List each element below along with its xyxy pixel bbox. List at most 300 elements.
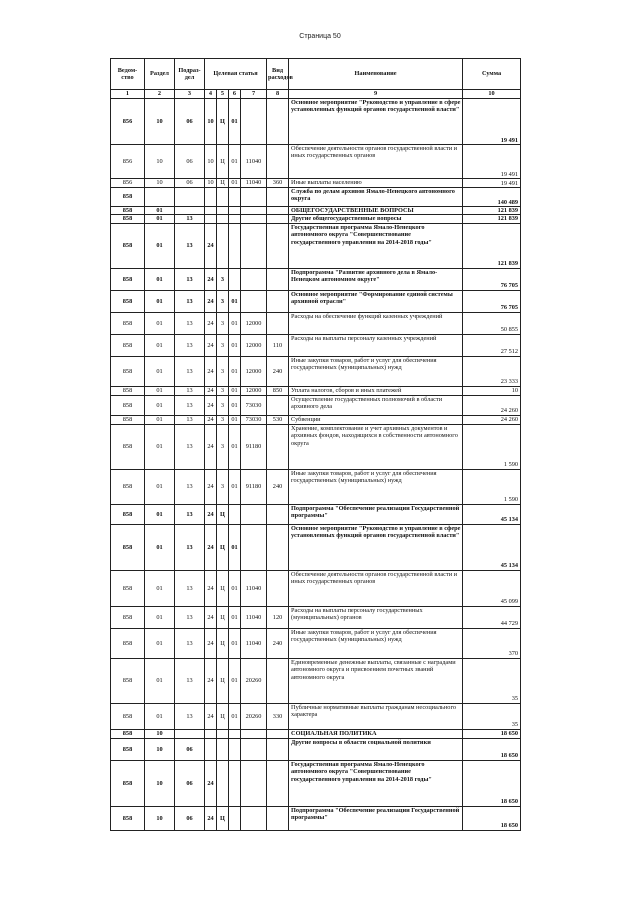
header-name: Наименование [289, 59, 463, 90]
sum-cell: 19 491 [463, 145, 521, 179]
table-row [111, 729, 521, 738]
target-3-cell: 01 [229, 415, 241, 424]
name-cell: Подпрограмма "Развитие архивного дела в Ямало-Ненецком автономном округе" [289, 268, 463, 290]
target-1-cell: 24 [205, 386, 217, 395]
target-3-cell: 01 [229, 99, 241, 145]
ved-cell: 858 [111, 729, 145, 738]
target-1-cell: 24 [205, 760, 217, 806]
target-3-cell: 01 [229, 334, 241, 356]
sum-cell: 18 650 [463, 806, 521, 830]
sum-cell: 18 650 [463, 760, 521, 806]
podrazdel-cell: 13 [175, 386, 205, 395]
name-cell: Основное мероприятие "Формирование единой системы архивной отрасли" [289, 290, 463, 312]
ved-cell: 858 [111, 570, 145, 606]
target-3-cell: 01 [229, 658, 241, 703]
budget-table [110, 58, 521, 831]
target-3-cell: 01 [229, 703, 241, 729]
target-2-cell [217, 223, 229, 268]
ved-cell: 858 [111, 606, 145, 628]
podrazdel-cell: 13 [175, 504, 205, 524]
sum-cell: 44 729 [463, 606, 521, 628]
index-cell: 9 [289, 90, 463, 99]
table-row [111, 179, 521, 188]
target-1-cell: 24 [205, 606, 217, 628]
header-row [111, 59, 521, 90]
name-cell: Иные выплаты населению [289, 179, 463, 188]
razdel-cell: 01 [145, 223, 175, 268]
target-4-cell [241, 729, 267, 738]
sum-cell: 1 590 [463, 469, 521, 504]
ved-cell: 858 [111, 334, 145, 356]
podrazdel-cell: 13 [175, 524, 205, 570]
ved-cell: 858 [111, 738, 145, 760]
header-razdel: Раздел [145, 59, 175, 90]
sum-cell: 140 489 [463, 188, 521, 207]
target-4-cell: 11040 [241, 145, 267, 179]
table-row [111, 99, 521, 145]
podrazdel-cell: 13 [175, 628, 205, 658]
name-cell: СОЦИАЛЬНАЯ ПОЛИТИКА [289, 729, 463, 738]
name-cell: Расходы на выплаты персоналу казенных учреждений [289, 334, 463, 356]
target-4-cell: 11040 [241, 570, 267, 606]
podrazdel-cell: 13 [175, 290, 205, 312]
target-4-cell [241, 223, 267, 268]
name-cell: Единовременные денежные выплаты, связанные с наградами автономного округа и присвоением почетных званий автономного округа [289, 658, 463, 703]
target-1-cell: 10 [205, 179, 217, 188]
target-2-cell: 3 [217, 356, 229, 386]
table-row [111, 312, 521, 334]
target-3-cell: 01 [229, 179, 241, 188]
sum-cell: 19 491 [463, 99, 521, 145]
ved-cell: 856 [111, 99, 145, 145]
podrazdel-cell: 06 [175, 806, 205, 830]
table-row [111, 215, 521, 223]
target-3-cell [229, 223, 241, 268]
podrazdel-cell: 06 [175, 738, 205, 760]
sum-cell: 45 134 [463, 524, 521, 570]
razdel-cell: 01 [145, 334, 175, 356]
index-cell: 3 [175, 90, 205, 99]
vid-cell [267, 806, 289, 830]
name-cell: Иные закупки товаров, работ и услуг для обеспечения государственных (муниципальных) нужд [289, 356, 463, 386]
ved-cell: 858 [111, 424, 145, 469]
name-cell: Государственная программа Ямало-Ненецкого автономного округа "Совершенствование государственного управления на 2014-2018 годы" [289, 223, 463, 268]
target-1-cell: 24 [205, 424, 217, 469]
name-cell: Обеспечение деятельности органов государственной власти и иных государственных органов [289, 145, 463, 179]
podrazdel-cell: 13 [175, 570, 205, 606]
target-3-cell: 01 [229, 290, 241, 312]
target-4-cell: 12000 [241, 386, 267, 395]
razdel-cell: 01 [145, 658, 175, 703]
name-cell: Расходы на обеспечение функций казенных учреждений [289, 312, 463, 334]
table-body [111, 99, 521, 831]
target-4-cell: 11040 [241, 606, 267, 628]
target-1-cell [205, 215, 217, 223]
sum-cell: 27 512 [463, 334, 521, 356]
name-cell: Обеспечение деятельности органов государственной власти и иных государственных органов [289, 570, 463, 606]
target-1-cell [205, 738, 217, 760]
target-2-cell: 3 [217, 415, 229, 424]
vid-cell [267, 760, 289, 806]
target-1-cell: 24 [205, 703, 217, 729]
target-1-cell [205, 729, 217, 738]
target-2-cell [217, 760, 229, 806]
vid-cell [267, 395, 289, 415]
index-row [111, 90, 521, 99]
vid-cell [267, 223, 289, 268]
table-row [111, 628, 521, 658]
razdel-cell: 10 [145, 99, 175, 145]
vid-cell [267, 145, 289, 179]
vid-cell [267, 524, 289, 570]
target-2-cell: Ц [217, 806, 229, 830]
podrazdel-cell [175, 188, 205, 207]
target-3-cell [229, 268, 241, 290]
vid-cell [267, 658, 289, 703]
vid-cell: 360 [267, 179, 289, 188]
target-4-cell: 11040 [241, 179, 267, 188]
table-row [111, 469, 521, 504]
target-2-cell: Ц [217, 570, 229, 606]
target-3-cell [229, 738, 241, 760]
target-3-cell [229, 207, 241, 215]
target-2-cell: Ц [217, 628, 229, 658]
target-3-cell [229, 188, 241, 207]
vid-cell [267, 738, 289, 760]
table-row [111, 524, 521, 570]
name-cell: Служба по делам архивов Ямало-Ненецкого автономного округа [289, 188, 463, 207]
sum-cell: 19 491 [463, 179, 521, 188]
target-1-cell: 24 [205, 334, 217, 356]
vid-cell: 240 [267, 469, 289, 504]
name-cell: Иные закупки товаров, работ и услуг для обеспечения государственных (муниципальных) нужд [289, 469, 463, 504]
target-3-cell: 01 [229, 395, 241, 415]
table-row [111, 703, 521, 729]
sum-cell: 1 590 [463, 424, 521, 469]
vid-cell: 850 [267, 386, 289, 395]
target-3-cell: 01 [229, 524, 241, 570]
podrazdel-cell: 13 [175, 223, 205, 268]
target-2-cell: Ц [217, 179, 229, 188]
target-2-cell: 3 [217, 268, 229, 290]
razdel-cell: 01 [145, 628, 175, 658]
sum-cell: 50 855 [463, 312, 521, 334]
target-1-cell: 24 [205, 223, 217, 268]
vid-cell [267, 290, 289, 312]
vid-cell: 330 [267, 703, 289, 729]
target-4-cell [241, 290, 267, 312]
razdel-cell: 01 [145, 606, 175, 628]
target-4-cell [241, 207, 267, 215]
target-3-cell [229, 806, 241, 830]
name-cell: Подпрограмма "Обеспечение реализации Государственной программы" [289, 504, 463, 524]
table-row [111, 570, 521, 606]
ved-cell: 858 [111, 207, 145, 215]
target-4-cell [241, 504, 267, 524]
ved-cell: 858 [111, 395, 145, 415]
header-podrazdel: Подраз-дел [175, 59, 205, 90]
vid-cell [267, 312, 289, 334]
target-2-cell: Ц [217, 504, 229, 524]
table-row [111, 738, 521, 760]
sum-cell: 10 [463, 386, 521, 395]
sum-cell: 24 260 [463, 395, 521, 415]
target-1-cell [205, 207, 217, 215]
sum-cell: 23 333 [463, 356, 521, 386]
vid-cell: 120 [267, 606, 289, 628]
index-cell: 7 [241, 90, 267, 99]
target-3-cell [229, 729, 241, 738]
name-cell: Расходы на выплаты персоналу государственных (муниципальных) органов [289, 606, 463, 628]
table-row [111, 356, 521, 386]
target-1-cell: 24 [205, 469, 217, 504]
header-target: Целевая статья [205, 59, 267, 90]
ved-cell: 856 [111, 145, 145, 179]
podrazdel-cell: 13 [175, 268, 205, 290]
name-cell: ОБЩЕГОСУДАРСТВЕННЫЕ ВОПРОСЫ [289, 207, 463, 215]
target-3-cell: 01 [229, 145, 241, 179]
target-4-cell: 91180 [241, 424, 267, 469]
ved-cell: 858 [111, 760, 145, 806]
target-2-cell: Ц [217, 99, 229, 145]
ved-cell: 858 [111, 386, 145, 395]
table-row [111, 268, 521, 290]
target-2-cell: Ц [217, 524, 229, 570]
target-4-cell [241, 760, 267, 806]
podrazdel-cell: 13 [175, 469, 205, 504]
vid-cell [267, 215, 289, 223]
target-1-cell [205, 188, 217, 207]
sum-cell: 76 705 [463, 290, 521, 312]
ved-cell: 858 [111, 312, 145, 334]
razdel-cell: 10 [145, 145, 175, 179]
target-2-cell: 3 [217, 334, 229, 356]
podrazdel-cell: 13 [175, 334, 205, 356]
index-cell: 10 [463, 90, 521, 99]
target-4-cell: 20260 [241, 703, 267, 729]
razdel-cell: 10 [145, 729, 175, 738]
vid-cell [267, 207, 289, 215]
ved-cell: 858 [111, 504, 145, 524]
ved-cell: 858 [111, 415, 145, 424]
target-3-cell: 01 [229, 424, 241, 469]
ved-cell: 858 [111, 268, 145, 290]
vid-cell: 240 [267, 628, 289, 658]
razdel-cell: 01 [145, 504, 175, 524]
target-2-cell [217, 738, 229, 760]
header-ved: Ведом-ство [111, 59, 145, 90]
target-1-cell: 24 [205, 504, 217, 524]
ved-cell: 858 [111, 223, 145, 268]
target-3-cell [229, 760, 241, 806]
index-cell: 5 [217, 90, 229, 99]
target-2-cell: 3 [217, 312, 229, 334]
ved-cell: 858 [111, 703, 145, 729]
target-1-cell: 24 [205, 806, 217, 830]
razdel-cell: 10 [145, 806, 175, 830]
razdel-cell: 01 [145, 524, 175, 570]
target-3-cell: 01 [229, 606, 241, 628]
target-4-cell: 73030 [241, 395, 267, 415]
razdel-cell: 01 [145, 312, 175, 334]
index-cell: 8 [267, 90, 289, 99]
sum-cell: 18 650 [463, 729, 521, 738]
vid-cell [267, 424, 289, 469]
target-2-cell: 3 [217, 386, 229, 395]
target-2-cell [217, 188, 229, 207]
target-1-cell: 10 [205, 145, 217, 179]
target-3-cell [229, 504, 241, 524]
podrazdel-cell: 13 [175, 658, 205, 703]
sum-cell: 35 [463, 658, 521, 703]
index-cell: 1 [111, 90, 145, 99]
vid-cell: 240 [267, 356, 289, 386]
target-3-cell: 01 [229, 628, 241, 658]
table-row [111, 207, 521, 215]
podrazdel-cell: 13 [175, 312, 205, 334]
target-4-cell [241, 268, 267, 290]
razdel-cell: 01 [145, 469, 175, 504]
target-4-cell [241, 738, 267, 760]
ved-cell: 858 [111, 469, 145, 504]
table-row [111, 806, 521, 830]
sum-cell: 45 134 [463, 504, 521, 524]
target-1-cell: 10 [205, 99, 217, 145]
table-row [111, 424, 521, 469]
target-1-cell: 24 [205, 395, 217, 415]
target-2-cell: 3 [217, 424, 229, 469]
target-3-cell: 01 [229, 312, 241, 334]
target-4-cell: 12000 [241, 334, 267, 356]
ved-cell: 858 [111, 628, 145, 658]
target-1-cell: 24 [205, 268, 217, 290]
header-vid: Вид расходов [267, 59, 289, 90]
vid-cell [267, 504, 289, 524]
table-row [111, 386, 521, 395]
podrazdel-cell: 13 [175, 606, 205, 628]
podrazdel-cell: 13 [175, 356, 205, 386]
name-cell: Основное мероприятие "Руководство и управление в сфере установленных функций органов государственной власти" [289, 524, 463, 570]
page-label: Страница 50 [299, 33, 341, 40]
sum-cell: 35 [463, 703, 521, 729]
razdel-cell: 01 [145, 386, 175, 395]
target-3-cell: 01 [229, 356, 241, 386]
target-2-cell [217, 215, 229, 223]
ved-cell: 858 [111, 356, 145, 386]
target-4-cell [241, 524, 267, 570]
target-1-cell: 24 [205, 658, 217, 703]
target-4-cell [241, 188, 267, 207]
name-cell: Субвенции [289, 415, 463, 424]
razdel-cell: 01 [145, 424, 175, 469]
target-4-cell [241, 806, 267, 830]
target-4-cell: 12000 [241, 312, 267, 334]
target-1-cell: 24 [205, 628, 217, 658]
target-3-cell: 01 [229, 570, 241, 606]
target-4-cell: 91180 [241, 469, 267, 504]
index-cell: 6 [229, 90, 241, 99]
vid-cell [267, 570, 289, 606]
target-1-cell: 24 [205, 415, 217, 424]
razdel-cell: 01 [145, 703, 175, 729]
podrazdel-cell [175, 729, 205, 738]
sum-cell: 121 839 [463, 215, 521, 223]
table-row [111, 290, 521, 312]
ved-cell: 858 [111, 658, 145, 703]
ved-cell: 856 [111, 179, 145, 188]
table-row [111, 760, 521, 806]
target-1-cell: 24 [205, 356, 217, 386]
razdel-cell: 10 [145, 738, 175, 760]
name-cell: Другие вопросы в области социальной политики [289, 738, 463, 760]
name-cell: Подпрограмма "Обеспечение реализации Государственной программы" [289, 806, 463, 830]
target-2-cell: 3 [217, 395, 229, 415]
sum-cell: 18 650 [463, 738, 521, 760]
razdel-cell: 10 [145, 179, 175, 188]
name-cell: Основное мероприятие "Руководство и управление в сфере установленных функций органов государственной власти" [289, 99, 463, 145]
razdel-cell: 01 [145, 395, 175, 415]
razdel-cell: 10 [145, 760, 175, 806]
podrazdel-cell: 06 [175, 145, 205, 179]
target-4-cell: 12000 [241, 356, 267, 386]
target-3-cell: 01 [229, 386, 241, 395]
index-cell: 2 [145, 90, 175, 99]
target-2-cell: 3 [217, 290, 229, 312]
razdel-cell: 01 [145, 290, 175, 312]
razdel-cell: 01 [145, 570, 175, 606]
podrazdel-cell [175, 207, 205, 215]
index-cell: 4 [205, 90, 217, 99]
table-row [111, 145, 521, 179]
target-4-cell [241, 99, 267, 145]
podrazdel-cell: 13 [175, 424, 205, 469]
podrazdel-cell: 06 [175, 760, 205, 806]
razdel-cell: 01 [145, 268, 175, 290]
sum-cell: 76 705 [463, 268, 521, 290]
vid-cell: 530 [267, 415, 289, 424]
target-2-cell [217, 729, 229, 738]
header-sum: Сумма [463, 59, 521, 90]
table-row [111, 606, 521, 628]
target-4-cell: 20260 [241, 658, 267, 703]
name-cell: Уплата налогов, сборов и иных платежей [289, 386, 463, 395]
name-cell: Публичные нормативные выплаты гражданам несоциального характера [289, 703, 463, 729]
target-2-cell: Ц [217, 658, 229, 703]
name-cell: Иные закупки товаров, работ и услуг для обеспечения государственных (муниципальных) нужд [289, 628, 463, 658]
target-4-cell: 11040 [241, 628, 267, 658]
target-2-cell: Ц [217, 145, 229, 179]
target-4-cell: 73030 [241, 415, 267, 424]
sum-cell: 121 839 [463, 207, 521, 215]
target-4-cell [241, 215, 267, 223]
podrazdel-cell: 06 [175, 179, 205, 188]
table-row [111, 223, 521, 268]
target-1-cell: 24 [205, 312, 217, 334]
ved-cell: 858 [111, 290, 145, 312]
podrazdel-cell: 13 [175, 415, 205, 424]
target-2-cell: Ц [217, 703, 229, 729]
table-row [111, 504, 521, 524]
sum-cell: 45 099 [463, 570, 521, 606]
ved-cell: 858 [111, 524, 145, 570]
name-cell: Осуществление государственных полномочий в области архивного дела [289, 395, 463, 415]
target-2-cell: 3 [217, 469, 229, 504]
table-row [111, 415, 521, 424]
razdel-cell [145, 188, 175, 207]
sum-cell: 121 839 [463, 223, 521, 268]
name-cell: Другие общегосударственные вопросы [289, 215, 463, 223]
razdel-cell: 01 [145, 356, 175, 386]
